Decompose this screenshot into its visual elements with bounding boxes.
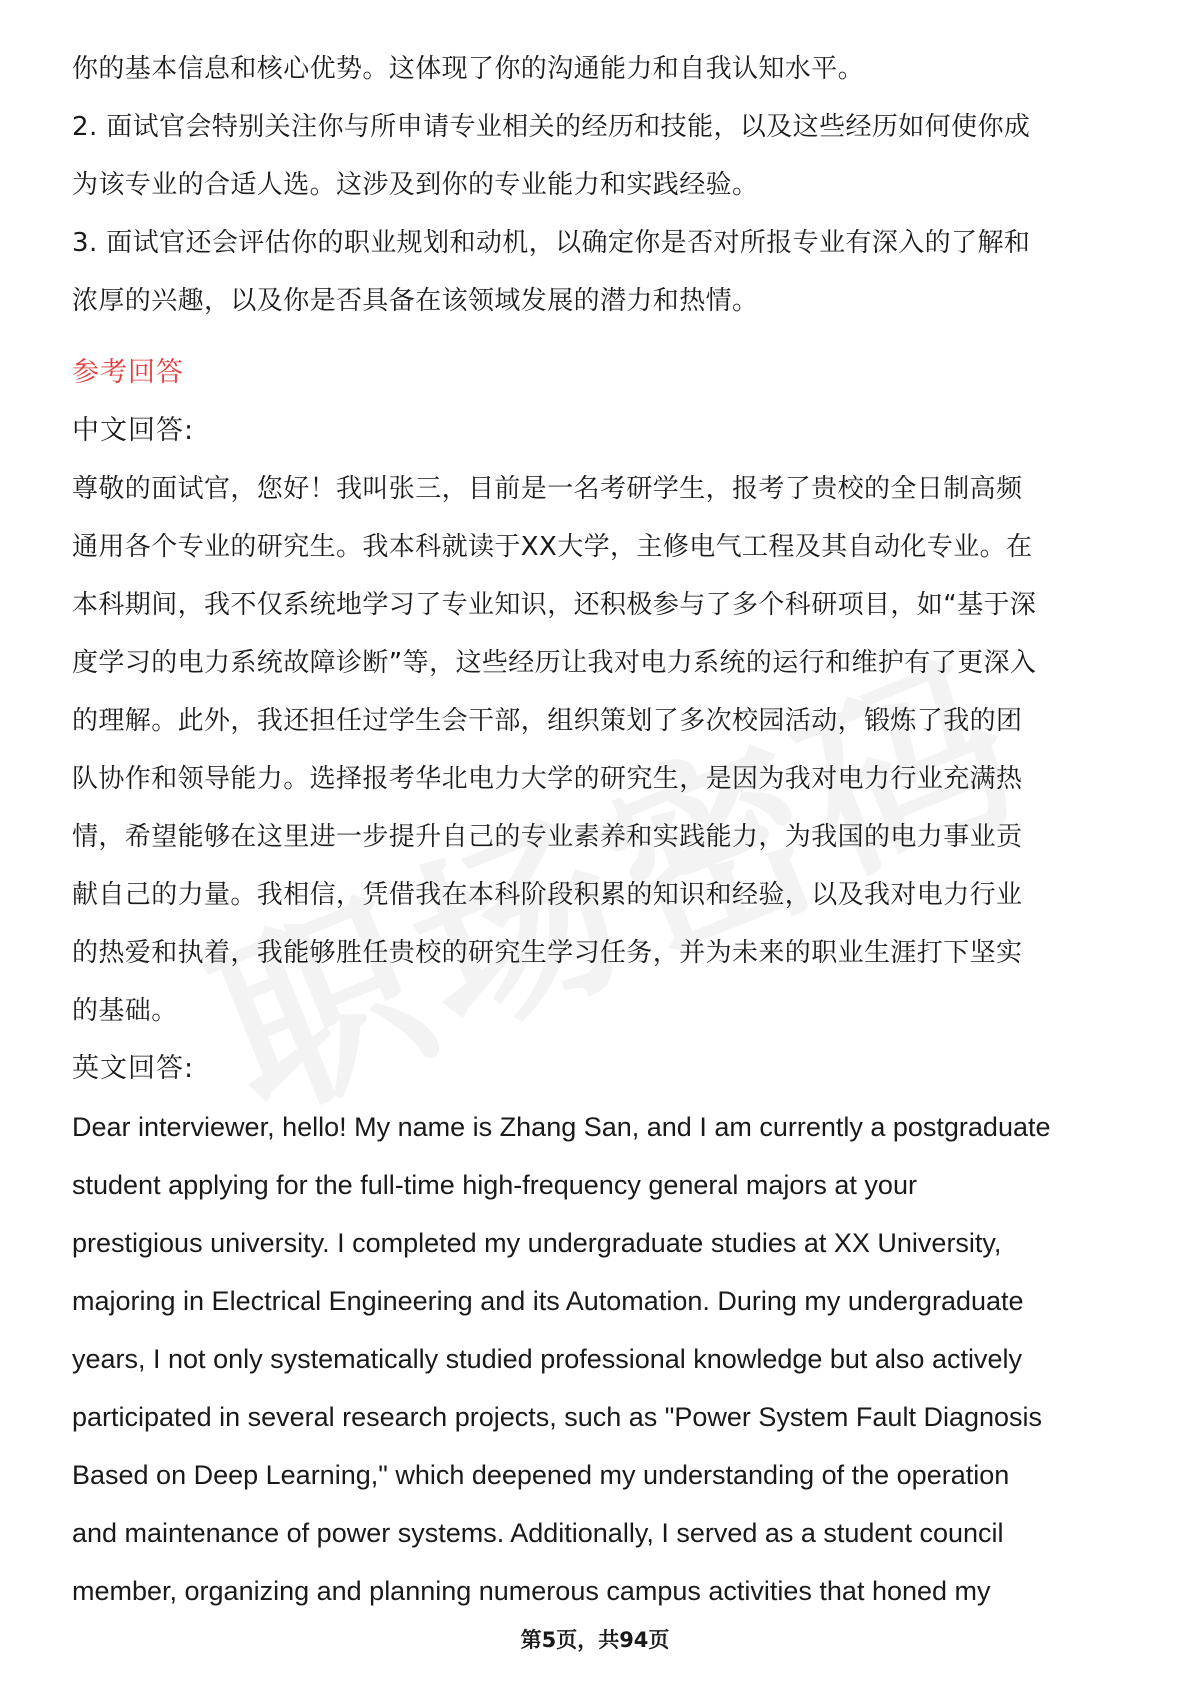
chinese-answer [72,460,1132,1040]
text-line: 的热爱和执着，我能够胜任贵校的研究生学习任务，并为未来的职业生涯打下坚实 [72,938,1023,968]
text-line: 通用各个专业的研究生。我本科就读于XX大学，主修电气工程及其自动化专业。在 [72,532,1033,562]
text-line: member, organizing and planning numerous campus activities that honed my [72,1576,991,1606]
document-page [72,40,1132,1620]
text-line: participated in several research projects, such as "Power System Fault Diagnosis [72,1402,1043,1432]
text-line: 2. 面试官会特别关注你与所申请专业相关的经历和技能，以及这些经历如何使你成 [72,112,1031,142]
text-line: 尊敬的面试官，您好！我叫张三，目前是一名考研学生，报考了贵校的全日制高频 [72,474,1023,504]
reference-answer-heading: 参考回答 [72,357,184,388]
text-line: 3. 面试官还会评估你的职业规划和动机，以确定你是否对所报专业有深入的了解和 [72,228,1031,258]
text-line: 浓厚的兴趣，以及你是否具备在该领域发展的潜力和热情。 [72,286,759,316]
intro-section [72,40,1132,330]
text-line: Dear interviewer, hello! My name is Zhang San, and I am currently a postgraduate [72,1112,1051,1142]
english-answer [72,1098,1132,1620]
text-line: and maintenance of power systems. Additionally, I served as a student council [72,1518,1004,1548]
english-answer-label: 英文回答: [72,1053,195,1084]
text-line: 度学习的电力系统故障诊断”等，这些经历让我对电力系统的运行和维护有了更深入 [72,648,1037,678]
text-line: 献自己的力量。我相信，凭借我在本科阶段积累的知识和经验，以及我对电力行业 [72,880,1023,910]
text-line: Based on Deep Learning," which deepened my understanding of the operation [72,1460,1010,1490]
text-line: 为该专业的合适人选。这涉及到你的专业能力和实践经验。 [72,170,759,200]
text-line: 队协作和领导能力。选择报考华北电力大学的研究生，是因为我对电力行业充满热 [72,764,1023,794]
text-line: majoring in Electrical Engineering and its Automation. During my undergraduate [72,1286,1024,1316]
text-line: 的理解。此外，我还担任过学生会干部，组织策划了多次校园活动，锻炼了我的团 [72,706,1023,736]
text-line: years, I not only systematically studied professional knowledge but also actively [72,1344,1022,1374]
text-line: 情，希望能够在这里进一步提升自己的专业素养和实践能力，为我国的电力事业贡 [72,822,1023,852]
page-number-footer: 第5页，共94页 [520,1628,670,1652]
chinese-answer-label: 中文回答: [72,415,195,446]
text-line: student applying for the full-time high-frequency general majors at your [72,1170,917,1200]
text-line: 本科期间，我不仅系统地学习了专业知识，还积极参与了多个科研项目，如“基于深 [72,590,1037,620]
text-line: 你的基本信息和核心优势。这体现了你的沟通能力和自我认知水平。 [72,54,865,84]
text-line: 的基础。 [72,996,178,1026]
text-line: prestigious university. I completed my undergraduate studies at XX University, [72,1228,1002,1258]
